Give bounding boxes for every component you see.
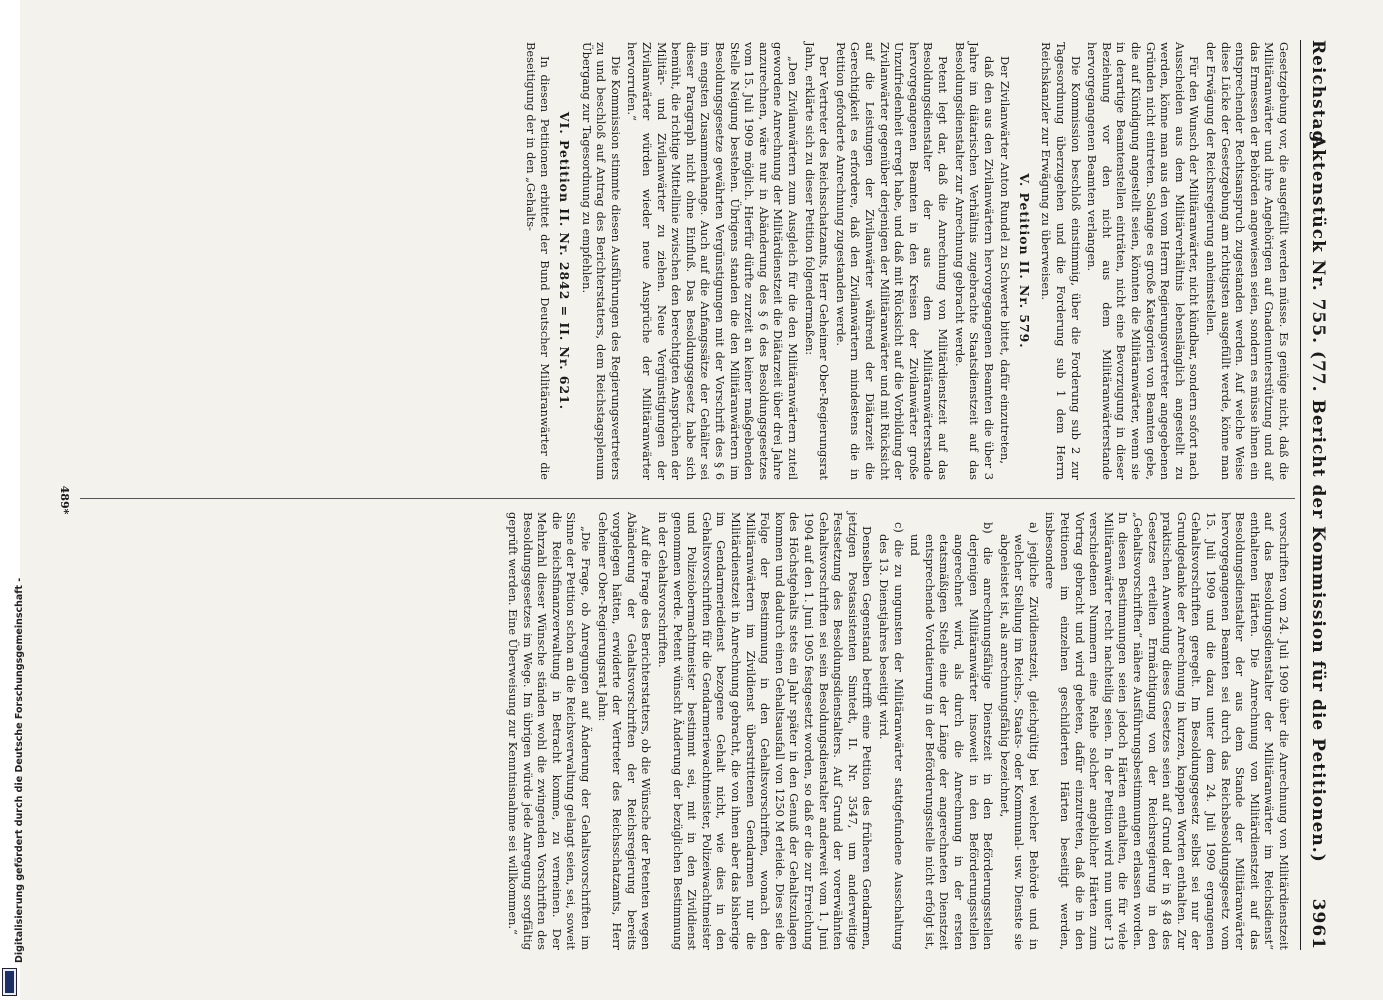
section-heading: V. Petition II. Nr. 579. (1016, 173, 1032, 349)
list-item: b) die anrechnungsfähige Dienstzeit in den Beförderungsstellen derjenigen Militäranwärter insoweit in den Beförderungsstellen angerechnet wird, als durch die Anrechnung in der ersten etatsmäßigen Stelle eine der Länge der angerechneten Dienstzeit entsprechende Vordatierung in der Beförderungsstelle nicht erfolgt ist, und (908, 522, 996, 950)
paragraph: vorschriften vom 24. Juli 1909 über die Anrechnung von Militärdienstzeit auf das Besoldungsdienstalter der Militäranwärter im Reichsdienst“ enthaltenen Härten. Die Anrechnung von Militärdienstzeit auf das Besoldungsdienstalter der aus dem Stande der Militäranwärter hervorgegangenen Beamten sei durch das Reichsbesoldungsgesetz vom 15. Juli 1909 und die dazu unter dem 24. Juli 1909 ergangenen Gehaltsvorschriften geregelt. Im Besoldungsgesetz selbst sei nur der Grundgedanke der Anrechnung in kurzen, knappen Worten enthalten. Zur praktischen Anwendung dieses Gesetzes seien auf Grund der in § 48 des Gesetzes erteilten Ermächtigung von der Reichsregierung in den „Gehaltsvorschriften“ nähere Ausführungsbestimmungen erlassen worden. In diesen Bestimmungen seien jedoch Härten enthalten, die für viele Militäranwärter recht nachteilig seien. In der Petition wird nun unter 13 verschiedenen Nummern eine Reihe solcher angeblicher Härten zum Vortrag gebracht und wird gebeten, dafür einzutreten, daß die in den Petitionen im einzelnen geschilderten Härten beseitigt werden, insbesondere (1043, 512, 1291, 950)
paragraph: Gesetzgebung vor, die ausgefüllt werden müsse. Es genüge nicht, daß die Militäranwärter und ihre Angehörigen auf Gnadenunterstützung und auf das Ermessen der Behörden angewiesen seien, sondern es müsse ihnen ein entsprechender Rechtsanspruch zugestanden werden. Auf welche Weise diese Lücke der Gesetzgebung am richtigsten ausgefüllt werde, könne man der Erwägung der Reichsregierung anheimstellen. (1204, 42, 1291, 480)
paragraph: Die Kommission stimmte diesen Ausführungen des Regierungsvertreters zu und beschloß auf Antrag des Berichterstatters, dem Reichstagsplenum Übergang zur Tagesordnung zu empfehlen. (579, 42, 623, 480)
header-rule (1300, 40, 1301, 950)
quotation: „Den Zivilanwärtern zum Ausgleich für die den Militäranwärtern zuteil gewordene Anrechnung der Militärdienstzeit die Diätarzeit über drei Jahre anzurechnen, wäre nur in Abänderung des § 6 des Besoldungsgesetzes vom 15. Juli 1909 möglich. Hierfür dürfte zurzeit an keiner maßgebenden Stelle Neigung bestehen. Übrigens standen die den Militäranwärtern im Besoldungsgesetze gewährten Vergünstigungen mit der Vorschrift des § 6 im engsten Zusammenhange. Auch auf die Anfangssätze der Gehälter sei dieser Paragraph nicht ohne Einfluß. Das Besoldungsgesetz habe sich bemüht, die richtige Mittellinie zwischen den berechtigten Ansprüchen der Militär- und Zivilanwärter zu ziehen. Neue Vergünstigungen der Zivilanwärter würden wieder neue Ansprüche der Militäranwärter hervorrufen.“ (625, 42, 800, 480)
column-divider (80, 498, 1295, 499)
paragraph: Die Kommission beschloß einstimmig, über die Forderung sub 2 zur Tagesordnung überzugehen und die Forderung sub 1 dem Herrn Reichskanzler zur Erwägung zu überweisen. (1039, 42, 1083, 480)
dfg-logo (2, 968, 17, 996)
paragraph: Denselben Gegenstand betrifft eine Petition des früheren Gendarmen, jetzigen Postassistenten Simtedt, II. Nr. 3547, um anderweitige Festsetzung des Besoldungsdienstalters. Auf Grund der vorerwähnten Gehaltsvorschriften sei sein Besoldungsdienstalter anderweit vom 1. Juni 1904 auf den 1. Juni 1905 festgesetzt worden, so daß er die zur Erreichung des Höchstgehalts stets ein Jahr später in den Genuß der Gehaltszulagen kommen und dadurch einen Gehaltsausfall von 1250 M erleide. Dies sei die Folge der Bestimmung in den Gehaltsvorschriften, wonach den Militäranwärtern im Zivildienst überstrittenen Gendarmen nur die Militärdienstzeit in Anrechnung gebracht, die von ihnen aber das bisherige im Gendarmeriedienst bezogene Gehalt nicht, wie dies in den Gehaltsvorschriften für die Gendarmeriewachtmeister, Polizeiwachtmeister und Polizeiobermachtmeister bestimmt sei, mit in den Zivildienst genommen werde. Petent wünscht Änderung der bezüglichen Bestimmung in der Gehaltsvorschriften. (656, 512, 875, 950)
paragraph: daß den aus den Zivilanwärtern hervorgegangenen Beamten die über 3 Jahre im diätarischen Verhältnis zugebrachte Staatsdienstzeit auf das Besoldungsdienstalter zur Anrechnung gebracht werde. (952, 42, 996, 480)
paragraph: In diesen Petitionen erbittet der Bund Deutscher Militäranwärter die Beseitigung der in den „Gehalts- (523, 42, 553, 480)
digitization-credit: Digitalisierung gefördert durch die Deutsche Forschungsgemeinschaft - (14, 577, 25, 963)
quotation: „Die Frage, ob Anregungen auf Änderung der Gehaltsvorschriften im Sinne der Petition schon an die Reichsverwaltung gelangt seien, sei, soweit die Reichsfinanzverwaltung in Betracht komme, zu verneinen. Der Mehrzahl dieser Wünsche ständen wohl die zwingenden Vorschriften des Besoldungsgesetzes im Wege. Im übrigen würde jede Anregung sorgfältig geprüft werden. Eine Überweisung zur Kenntnisnahme sei willkommen.“ (506, 512, 594, 950)
section-heading: VI. Petition II. Nr. 2842 = II. Nr. 621. (557, 111, 573, 411)
paragraph: Der Vertreter des Reichsschatzamts, Herr Geheimer Ober-Regierungsrat Jahn, erklärte sich zu dieser Petition folgendermaßen: (802, 42, 832, 480)
list-item: a) jegliche Zivildienstzeit, gleichgültig bei welcher Behörde und in welcher Stellung im Reichs-, Staats- oder Kommunal- usw. Dienste sie abgeleistet ist, als anrechnungsfähig bezeichnet, (997, 522, 1041, 950)
side-credit (0, 0, 25, 1000)
list-item: c) die zu ungunsten der Militäranwärter stattgefundene Ausschaltung des 13. Dienstjahres beseitigt wird. (876, 522, 906, 950)
paragraph: Petent legt dar, daß die Anrechnung von Militärdienstzeit auf das Besoldungsdienstalter der aus dem Militäranwärterstande hervorgegangenen Beamten in den Kreisen der Zivilanwärter große Unzufriedenheit erregt habe, und daß mit Rücksicht auf die Vorbildung der Zivilanwärter gegenüber derjenigen der Militäranwärter und mit Rücksicht auf die Leistungen der Zivilanwärter während der Diätarzeit die Gerechtigkeit es erfordere, daß den Zivilanwärtern mindestens die in Petition geforderte Anrechnung zugestanden werde. (833, 42, 950, 480)
page-header (1306, 40, 1328, 950)
header-title: Aktenstück Nr. 755. (77. Bericht der Kommission für die Petitionen.) (1308, 135, 1328, 863)
left-column (521, 42, 1291, 480)
page-signature: 489* (58, 485, 71, 515)
paragraph: Auf die Frage des Berichterstatters, ob die Wünsche der Petenten wegen Abänderung der Gehaltsvorschriften der Reichsregierung bereits vorgelegen hätten, erwiderte der Vertreter des Reichsschatzamts, Herr Geheimer Ober-Regierungsrat Jahn: (595, 512, 654, 950)
paragraph: Für den Wunsch der Militäranwärter, nicht kündbar, sondern sofort nach Ausscheiden aus dem Militärverhältnis lebenslänglich angestellt zu werden, könne man aus den vom Herrn Regierungsvertreter angegebenen Gründen nicht eintreten. Solange es große Kategorien von Beamten gebe, die auf Kündigung angestellt seien, könnten die Militäranwärter, wenn sie in derartige Beamtenstellen einträten, nicht eine Bevorzugung in dieser Beziehung vor den nicht aus dem Militäranwärterstande hervorgegangenen Beamten verlangen. (1085, 42, 1202, 480)
page-number: 3961 (1308, 898, 1328, 950)
right-column (504, 512, 1291, 950)
paragraph: Der Zivilanwärter Anton Rundel zu Schwerte bittet, dafür einzutreten, (998, 56, 1013, 465)
header-left: Reichstag. (1308, 40, 1328, 151)
